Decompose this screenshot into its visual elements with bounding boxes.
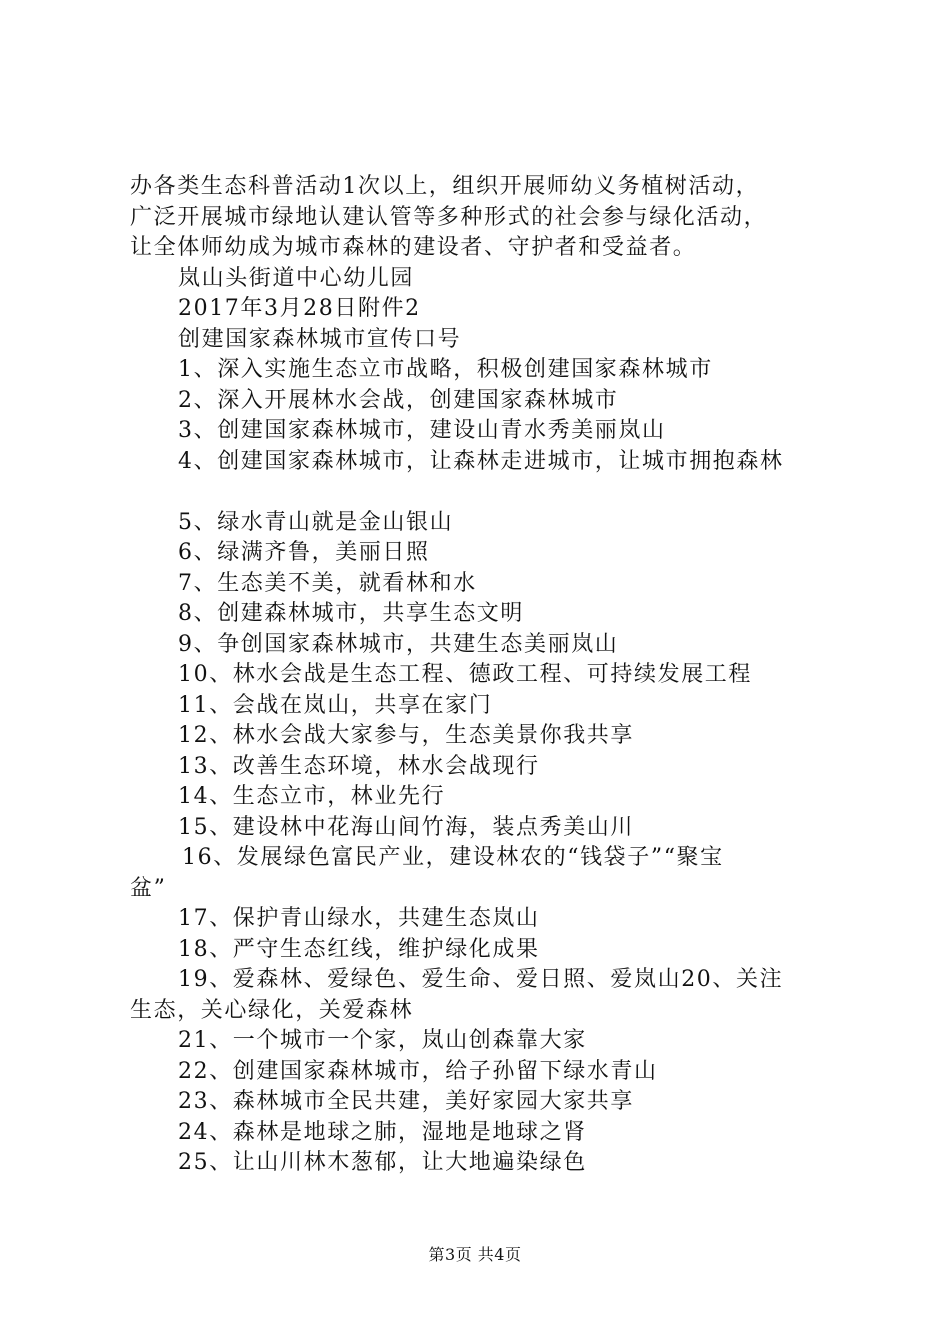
slogan-item: 16、发展绿色富民产业，建设林农的“钱袋子”“聚宝 [182, 845, 724, 870]
date-and-attachment: 2017年3月28日附件2 [178, 296, 421, 321]
slogan-item: 8、创建森林城市，共享生态文明 [178, 601, 524, 626]
slogan-item: 1、深入实施生态立市战略，积极创建国家森林城市 [178, 357, 713, 382]
slogan-item: 4、创建国家森林城市，让森林走进城市，让城市拥抱森林 [178, 448, 784, 474]
slogan-item: 7、生态美不美，就看林和水 [178, 570, 477, 596]
paragraph-line: 广泛开展城市绿地认建认管等多种形式的社会参与绿化活动， [130, 204, 768, 230]
slogan-item: 15、建设林中花海山间竹海，装点秀美山川 [178, 814, 634, 840]
slogan-item-continuation: 生态，关心绿化，关爱森林 [130, 997, 414, 1023]
slogan-item: 12、林水会战大家参与，生态美景你我共享 [178, 723, 634, 748]
document-body [130, 172, 835, 1179]
slogan-item: 5、绿水青山就是金山银山 [178, 509, 454, 535]
slogan-item: 6、绿满齐鲁，美丽日照 [178, 540, 430, 565]
slogan-item: 13、改善生态环境，林水会战现行 [178, 753, 540, 779]
slogan-item: 9、争创国家森林城市，共建生态美丽岚山 [178, 631, 619, 657]
slogan-item-continuation: 盆” [130, 875, 167, 901]
slogan-item: 21、一个城市一个家，岚山创森靠大家 [178, 1028, 587, 1053]
organization-name: 岚山头街道中心幼儿园 [178, 265, 415, 291]
slogan-item: 2、深入开展林水会战，创建国家森林城市 [178, 387, 619, 413]
paragraph-line: 办各类生态科普活动1次以上，组织开展师幼义务植树活动， [130, 174, 760, 199]
slogan-item: 19、爱森林、爱绿色、爱生命、爱日照、爱岚山20、关注 [178, 967, 784, 992]
slogan-section-title: 创建国家森林城市宣传口号 [178, 326, 462, 352]
slogan-item: 17、保护青山绿水，共建生态岚山 [178, 906, 540, 931]
slogan-item: 11、会战在岚山，共享在家门 [178, 692, 493, 718]
slogan-item: 25、让山川林木葱郁，让大地遍染绿色 [178, 1150, 587, 1175]
slogan-item: 24、森林是地球之肺，湿地是地球之肾 [178, 1119, 587, 1145]
slogan-item: 14、生态立市，林业先行 [178, 784, 446, 809]
blank-line [130, 477, 835, 508]
paragraph-line: 让全体师幼成为城市森林的建设者、守护者和受益者。 [130, 235, 697, 260]
slogan-item: 23、森林城市全民共建，美好家园大家共享 [178, 1089, 634, 1114]
slogan-item: 18、严守生态红线，维护绿化成果 [178, 936, 540, 962]
slogan-item: 3、创建国家森林城市，建设山青水秀美丽岚山 [178, 418, 666, 443]
slogan-item: 10、林水会战是生态工程、德政工程、可持续发展工程 [178, 662, 752, 687]
slogan-item: 22、创建国家森林城市，给子孙留下绿水青山 [178, 1058, 658, 1084]
page-number-footer: 第3页 共4页 [428, 1245, 522, 1264]
